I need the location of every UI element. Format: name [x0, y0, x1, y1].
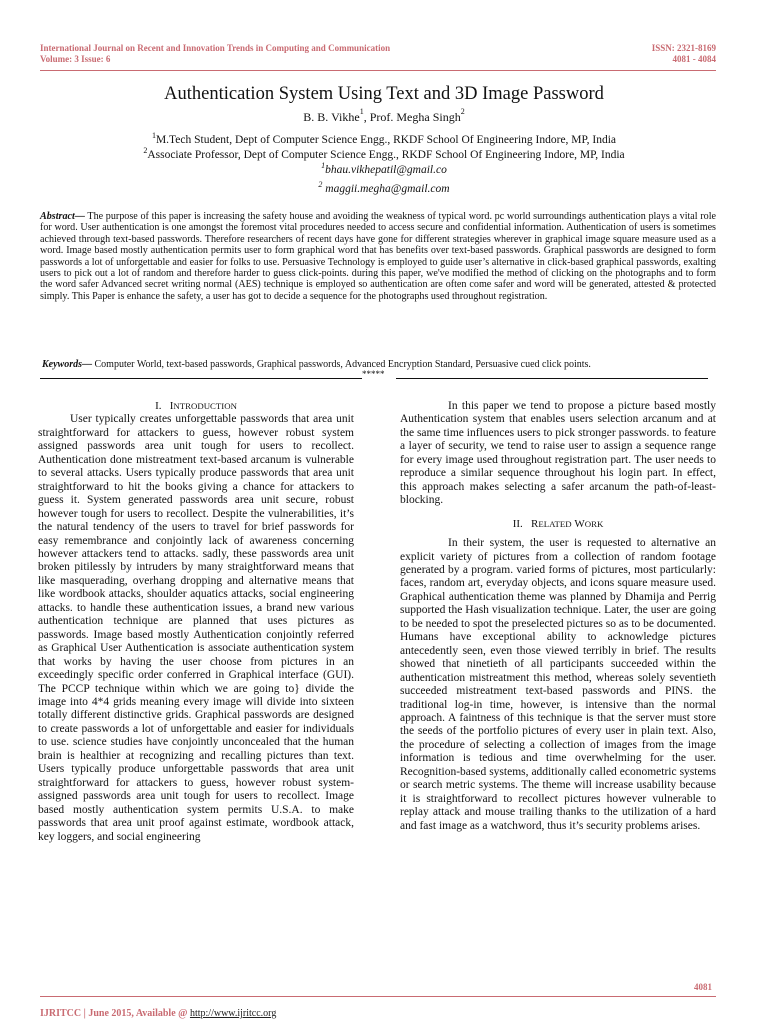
intro-paragraph-1: User typically creates unforgettable passwords that area unit straightforward for attackers to guess, however robust system assigned passwords area unit tough for users to recollect. Authentication done mistreatment text-based arcanum is vulnerable to several attacks. Users typically produce passwords that area unit straightforward to hit the books giving a chance for attackers to guess it. System generated passwords area unit secure, robust however tough for users to recollect. Despite the vulnerabilities, it’s the natural tendency of the users to travel for brief passwords for easy remembrance and conjointly lack of awareness concerning however attackers tend to attacks. sadly, these passwords area unit broken pitilessly by intruders by many straightforward means that like masquerading, overhang dropping and alternative means that like wordbook attacks, shoulder aquatics attacks, social engineering attacks. to handle these authentication issues, a brand new various authentication technique are planned that uses pictures as passwords. Image based mostly Authentication conjointly referred as Graphical User Authentication is associate authentication system that works by having the user choose from pictures in an exceedingly specific order conferred in Graphical interface (GUI). The PCCP technique within which we are going to} divide the image into 4*4 grids meaning every image will divide into sixteen totally different distinctive grids. Graphical passwords are designed to create passwords a lot of unforgettable and easier for individuals to use. science studies have conjointly unconcealed that the human brain is healthier at recognizing and recalling pictures than text. Users typically produce unforgettable passwords that area unit straightforward for attackers to guess, however robust system-assigned passwords area unit tough for users to recollect. Image based mostly authentication system permits U.S.A. to make passwords that area unit proof against estimate, wordbook attack, key loggers, and social engineering	[38, 413, 354, 843]
author-separator: ,	[363, 110, 370, 124]
keywords-text: Computer World, text-based passwords, Graphical passwords, Advanced Encryption Standard, Persuasive cued click points.	[92, 359, 591, 370]
affiliation-2-text: Associate Professor, Dept of Computer Science Engg., RKDF School Of Engineering Indore, MP, India	[147, 149, 625, 161]
right-column	[400, 400, 716, 833]
author-2-sup: 2	[460, 107, 465, 116]
author-2: Prof. Megha Singh	[369, 110, 461, 124]
abstract-label: Abstract	[40, 211, 75, 222]
issn-block	[652, 43, 716, 65]
journal-header	[40, 43, 390, 65]
footer-text: IJRITCC | June 2015, Available @	[40, 1008, 190, 1019]
left-column	[38, 400, 354, 844]
author-1-sup: 1	[359, 107, 364, 116]
keywords-label: Keywords	[42, 359, 82, 370]
email-1-sup: 1	[321, 161, 326, 170]
related-head-initial-2: W	[574, 517, 585, 530]
journal-volume: Volume: 3 Issue: 6	[40, 54, 111, 64]
page-range: 4081 - 4084	[672, 54, 716, 64]
footer-divider	[40, 996, 716, 997]
email-2-sup: 2	[318, 180, 323, 189]
separator-stars: *****	[362, 369, 385, 379]
journal-name: International Journal on Recent and Innovation Trends in Computing and Communication	[40, 43, 391, 53]
related-head-rest-2: ORK	[584, 518, 604, 529]
author-list	[0, 107, 768, 125]
journal-url-link[interactable]: http://www.ijritcc.org	[189, 1008, 277, 1019]
abstract-text: The purpose of this paper is increasing the safety house and avoiding the weakness of typical word. pc world surroundings authentication plays a vital role for word. User authentication is one amongst the foremost vital procedures needed to access secure and confidential information. Authentication of users is sometimes achieved through text-based passwords. Therefore researchers of recent days have gone for different strategies wherever in graphical image square measure used as a word. Image based mostly authentication permits user to form graphical word that has benefits over text-based passwords. Graphical passwords are designed to form passwords a lot of unforgettable and easier for folks to use. Persuasive Technology is employed to guide user’s alternative in click-based graphical passwords, exalting users to pick out a lot of random and therefore harder to guess click-points. during this paper, we've modified the method of clicking on the photographs and to form the word safer Advanced secret writing normal (AES) technique is employed so authentication are often come safer and word will be generated, attested & protected simply. This Paper is enhance the safety, a user has got to decide a sequence for the photographs used throughout registration.	[40, 211, 716, 302]
email-2	[0, 180, 768, 195]
affiliation-2	[0, 146, 768, 161]
author-1: B. B. Vikhe	[303, 110, 360, 124]
email-1	[0, 161, 768, 176]
intro-head-rest: NTRODUCTION	[173, 401, 237, 411]
header-divider	[40, 70, 716, 71]
affiliation-2-sup: 2	[143, 146, 148, 155]
affiliation-1	[0, 131, 768, 146]
keywords-dash: —	[82, 359, 92, 370]
email-2-text: maggii.megha@gmail.com	[322, 183, 450, 195]
separator-line-right	[396, 378, 708, 379]
related-head-rest-1: ELATED	[538, 518, 572, 529]
separator-line-left	[40, 378, 362, 379]
section-heading-introduction	[38, 400, 354, 413]
footer	[40, 1008, 276, 1019]
intro-number: I.	[155, 400, 162, 412]
intro-paragraph-2: In this paper we tend to propose a picture based mostly Authentication system that enables users selection arcanum and at the same time influences users to pick stronger passwords. to feature a layer of security, we tend to raise user to assign a sequence range for every image used throughout registration part. The user needs to reproduce a similar sequence throughout his login part. In effect, this approach makes selecting a safer arcanum the path-of-least-blocking.	[400, 400, 716, 507]
paper-title: Authentication System Using Text and 3D Image Password	[164, 84, 604, 104]
abstract-dash: —	[74, 211, 85, 222]
intro-head-initial: I	[169, 400, 174, 412]
affiliation-1-sup: 1	[151, 131, 156, 140]
abstract	[40, 211, 716, 302]
email-1-text: bhau.vikhepatil@gmail.co	[325, 164, 447, 176]
related-number: II.	[512, 517, 523, 530]
section-heading-related-work	[400, 518, 716, 531]
affiliation-1-text: M.Tech Student, Dept of Computer Science Engg., RKDF School Of Engineering Indore, MP, India	[155, 134, 617, 146]
related-head-initial-1: R	[531, 517, 539, 530]
related-paragraph-1: In their system, the user is requested to alternative an explicit variety of pictures from a collection of random footage generated by a program. varied forms of pictures, most particularly: faces, random art, everyday objects, and icons square measure used. Graphical authentication theme was planned by Dhamija and Perrig supported the Hash visualization technique. Later, the user are going to be needed to spot the preselected pictures so as to be documented. Humans have exceptional ability to acknowledge pictures antecedently seen, even those viewed terribly in brief. The results showed that ninetieth of all participants succeeded within the authentication mistreatment this method, whereas solely seventieth succeeded mistreatment text-based passwords and PINS. the traditional log-in time, however, is intensive than the normal approach. A faintness of this technique is that the server must store the seeds of the portfolio pictures of every user in plain text. Also, the procedure of selecting a collection of images from the image information is tedious and time overwhelming for the user. Recognition-based systems, additionally called econometric systems or search metric systems. The theme will increase usability because it is straightforward to recollect pictures however vulnerable to replay attack and mouse trailing thanks to the utilization of a hard and fast image as a watchword, thus it’s security problems arises.	[400, 537, 716, 832]
page-number: 4081	[694, 982, 712, 992]
issn: ISSN: 2321-8169	[651, 43, 716, 53]
